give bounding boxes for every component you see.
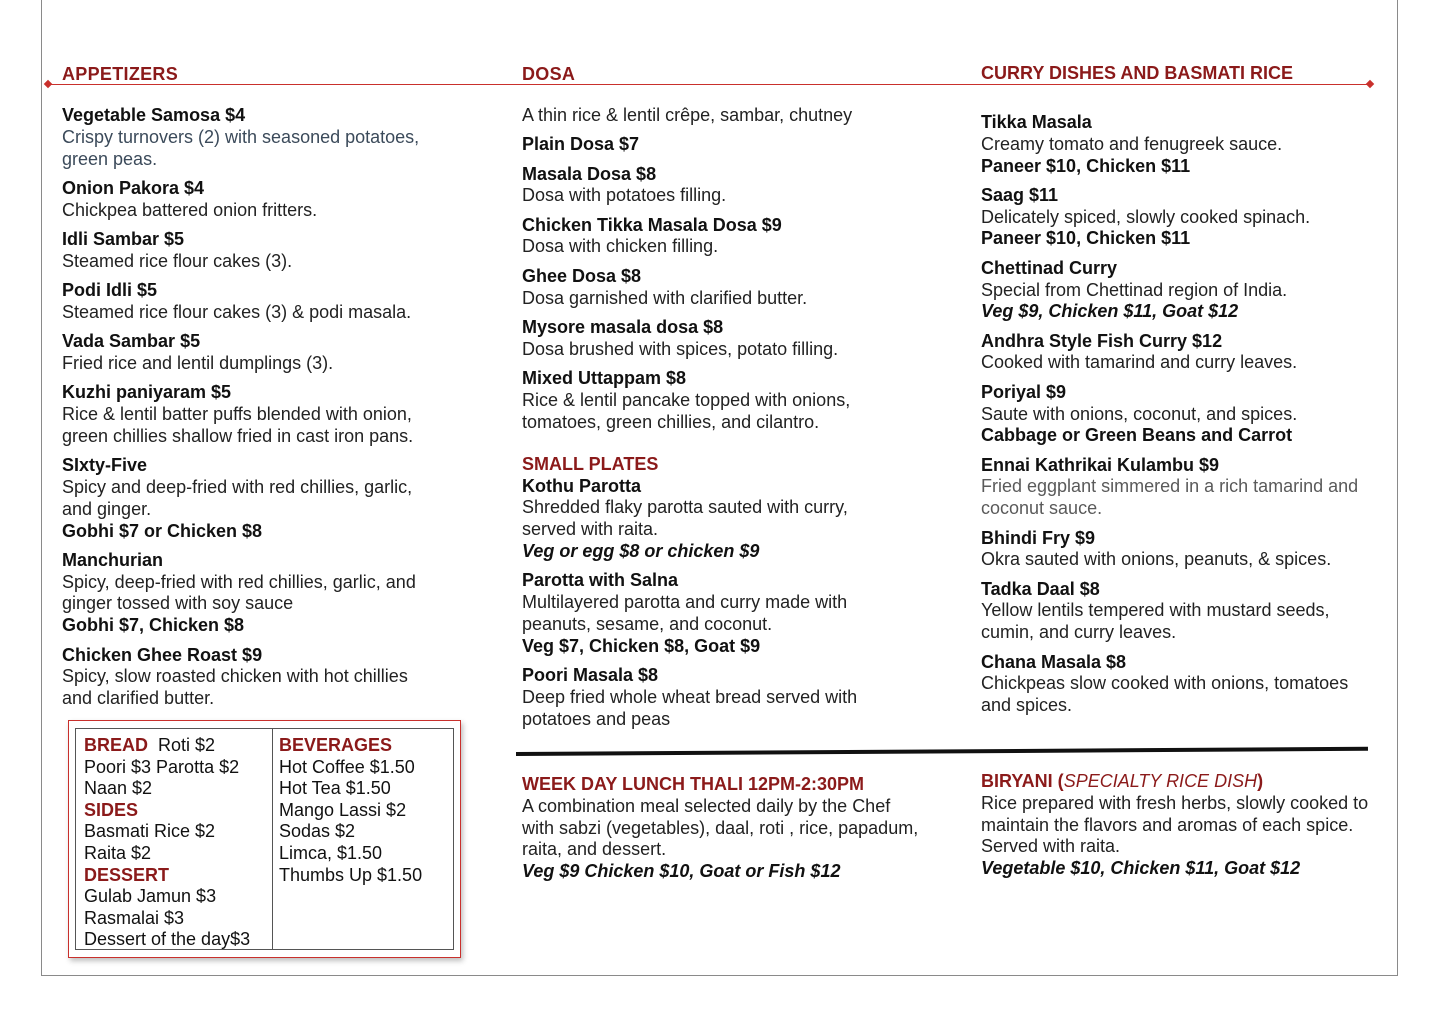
item-desc: Spicy, deep-fried with red chillies, garlic, and ginger tossed with soy sauce bbox=[62, 571, 416, 614]
menu-item bbox=[62, 550, 462, 637]
menu-item bbox=[522, 368, 902, 433]
item-name: Andhra Style Fish Curry $12 bbox=[981, 330, 1223, 351]
extras-left-column bbox=[84, 735, 250, 951]
item-name: Vada Sambar $5 bbox=[62, 331, 201, 352]
item-name: Poriyal $9 bbox=[981, 381, 1067, 402]
dosa-intro: A thin rice & lentil crêpe, sambar, chutney bbox=[522, 105, 853, 125]
item-desc: Creamy tomato and fenugreek sauce. bbox=[981, 133, 1283, 154]
item-price: Gobhi $7 or Chicken $8 bbox=[62, 520, 263, 541]
menu-item bbox=[522, 164, 902, 208]
menu-item bbox=[981, 382, 1381, 447]
menu-item bbox=[522, 570, 902, 657]
beverage-item: Hot Coffee $1.50 bbox=[279, 756, 415, 777]
beverages-heading: BEVERAGES bbox=[279, 735, 393, 755]
item-desc: Steamed rice flour cakes (3) & podi masala. bbox=[62, 301, 412, 322]
item-name: Ennai Kathrikai Kulambu $9 bbox=[981, 454, 1220, 475]
menu-item bbox=[62, 229, 462, 273]
item-name: Saag $11 bbox=[981, 184, 1059, 205]
item-price: Veg $9, Chicken $11, Goat $12 bbox=[981, 301, 1239, 322]
dessert-item: Dessert of the day$3 bbox=[84, 929, 251, 950]
item-name: Onion Pakora $4 bbox=[62, 177, 205, 198]
menu-item bbox=[62, 645, 462, 710]
item-price: Gobhi $7, Chicken $8 bbox=[62, 615, 245, 636]
bread-item: Roti $2 bbox=[148, 735, 216, 755]
item-name: Ghee Dosa $8 bbox=[522, 265, 642, 286]
extras-divider bbox=[272, 729, 273, 949]
item-desc: Multilayered parotta and curry made with peanuts, sesame, and coconut. bbox=[522, 592, 848, 634]
menu-item bbox=[62, 382, 462, 447]
item-name: Poori Masala $8 bbox=[522, 665, 659, 686]
biryani-desc: Rice prepared with fresh herbs, slowly cooked to maintain the flavors and aromas of each spice. Served with raita. bbox=[981, 792, 1369, 857]
menu-item bbox=[522, 266, 902, 310]
item-desc: Delicately spiced, slowly cooked spinach. bbox=[981, 206, 1311, 227]
item-name: Chana Masala $8 bbox=[981, 651, 1127, 672]
menu-item bbox=[981, 331, 1381, 375]
sides-item: Basmati Rice $2 bbox=[84, 821, 216, 842]
item-desc: Special from Chettinad region of India. bbox=[981, 279, 1288, 300]
item-desc: Steamed rice flour cakes (3). bbox=[62, 250, 293, 271]
biryani-section bbox=[981, 771, 1381, 880]
extras-box-inner bbox=[75, 728, 454, 950]
menu-item bbox=[981, 579, 1381, 644]
biryani-heading bbox=[981, 771, 1381, 793]
menu-item bbox=[62, 280, 462, 324]
item-desc: Cooked with tamarind and curry leaves. bbox=[981, 352, 1298, 373]
menu-item bbox=[62, 331, 462, 375]
small-plates-heading: SMALL PLATES bbox=[522, 453, 659, 474]
item-desc: Fried rice and lentil dumplings (3). bbox=[62, 352, 334, 373]
beverage-item: Hot Tea $1.50 bbox=[279, 778, 391, 799]
biryani-subtitle: SPECIALTY RICE DISH bbox=[1063, 771, 1258, 791]
appetizers-list bbox=[62, 105, 462, 717]
item-desc: Dosa garnished with clarified butter. bbox=[522, 287, 808, 308]
menu-item bbox=[522, 134, 902, 156]
item-name: Tikka Masala bbox=[981, 112, 1092, 132]
menu-item bbox=[981, 528, 1381, 572]
curry-list bbox=[981, 112, 1381, 724]
item-price: Paneer $10, Chicken $11 bbox=[981, 228, 1191, 249]
item-desc: Okra sauted with onions, peanuts, & spices. bbox=[981, 549, 1332, 570]
item-name: Kothu Parotta bbox=[522, 475, 641, 496]
beverage-item: Thumbs Up $1.50 bbox=[279, 864, 423, 885]
item-name: Manchurian bbox=[62, 549, 164, 570]
item-price: Cabbage or Green Beans and Carrot bbox=[981, 425, 1293, 446]
dosa-heading: DOSA bbox=[522, 64, 576, 84]
bread-item: Poori $3 Parotta $2 bbox=[84, 756, 240, 777]
menu-item bbox=[981, 455, 1381, 520]
item-desc: Chickpeas slow cooked with onions, tomatoes and spices. bbox=[981, 673, 1349, 716]
dessert-item: Gulab Jamun $3 bbox=[84, 886, 217, 907]
sides-heading: SIDES bbox=[84, 799, 139, 820]
biryani-price: Vegetable $10, Chicken $11, Goat $12 bbox=[981, 858, 1301, 879]
item-desc: Chickpea battered onion fritters. bbox=[62, 199, 318, 220]
item-price: Veg $7, Chicken $8, Goat $9 bbox=[522, 635, 761, 656]
item-name: Masala Dosa $8 bbox=[522, 163, 657, 184]
item-name: Mysore masala dosa $8 bbox=[522, 316, 724, 337]
biryani-title-close: ) bbox=[1257, 771, 1264, 791]
item-desc: Crispy turnovers (2) with seasoned potatoes, green peas. bbox=[62, 126, 420, 169]
header-rule bbox=[48, 84, 1370, 85]
item-name: Chicken Tikka Masala Dosa $9 bbox=[522, 214, 782, 235]
bread-item: Naan $2 bbox=[84, 778, 153, 799]
appetizers-heading: APPETIZERS bbox=[62, 64, 179, 84]
item-name: Vegetable Samosa $4 bbox=[62, 105, 246, 125]
item-desc: Dosa with potatoes filling. bbox=[522, 185, 727, 206]
thali-section bbox=[522, 774, 922, 883]
item-name: Podi Idli $5 bbox=[62, 280, 158, 301]
menu-item bbox=[62, 455, 462, 542]
bread-line bbox=[84, 735, 250, 757]
thali-desc: A combination meal selected daily by the Chef with sabzi (vegetables), daal, roti , rice, papadum, raita, and dessert. bbox=[522, 795, 919, 860]
menu-item bbox=[522, 665, 902, 730]
item-desc: Deep fried whole wheat bread served with potatoes and peas bbox=[522, 686, 858, 729]
item-desc: Saute with onions, coconut, and spices. bbox=[981, 403, 1298, 424]
dessert-item: Rasmalai $3 bbox=[84, 907, 185, 928]
item-name: Chicken Ghee Roast $9 bbox=[62, 644, 263, 665]
bread-heading: BREAD bbox=[84, 735, 149, 755]
menu-item bbox=[522, 317, 902, 361]
dessert-heading: DESSERT bbox=[84, 864, 170, 885]
menu-item bbox=[981, 258, 1381, 323]
menu-item bbox=[522, 215, 902, 259]
beverage-item: Mango Lassi $2 bbox=[279, 799, 407, 820]
item-name: SIxty-Five bbox=[62, 455, 148, 476]
item-name: Bhindi Fry $9 bbox=[981, 527, 1096, 548]
item-price: Veg or egg $8 or chicken $9 bbox=[522, 541, 760, 562]
item-desc: Rice & lentil batter puffs blended with onion, green chillies shallow fried in cast iron pans. bbox=[62, 404, 414, 446]
item-name: Kuzhi paniyaram $5 bbox=[62, 382, 232, 403]
menu-item bbox=[981, 112, 1381, 177]
menu-item bbox=[981, 652, 1381, 717]
item-name: Idli Sambar $5 bbox=[62, 228, 185, 249]
item-desc: Shredded flaky parotta sauted with curry, served with raita. bbox=[522, 497, 848, 540]
thali-heading: WEEK DAY LUNCH THALI 12PM-2:30PM bbox=[522, 774, 865, 794]
item-desc: Rice & lentil pancake topped with onions, tomatoes, green chillies, and cilantro. bbox=[522, 389, 851, 432]
dosa-list bbox=[522, 105, 902, 738]
beverage-item: Sodas $2 bbox=[279, 821, 356, 842]
item-price: Paneer $10, Chicken $11 bbox=[981, 155, 1191, 176]
item-desc: Dosa with chicken filling. bbox=[522, 236, 719, 257]
item-desc: Fried eggplant simmered in a rich tamarind and coconut sauce. bbox=[981, 476, 1359, 519]
item-name: Chettinad Curry bbox=[981, 257, 1118, 278]
item-desc: Spicy and deep-fried with red chillies, garlic, and ginger. bbox=[62, 476, 413, 519]
item-desc: Spicy, slow roasted chicken with hot chillies and clarified butter. bbox=[62, 666, 408, 709]
menu-item bbox=[62, 105, 462, 170]
sides-item: Raita $2 bbox=[84, 842, 152, 863]
extras-box bbox=[68, 720, 461, 958]
menu-item bbox=[522, 476, 902, 563]
thali-price: Veg $9 Chicken $10, Goat or Fish $12 bbox=[522, 861, 841, 882]
item-desc: Yellow lentils tempered with mustard seeds, cumin, and curry leaves. bbox=[981, 600, 1330, 643]
menu-item bbox=[981, 185, 1381, 250]
item-desc: Dosa brushed with spices, potato filling. bbox=[522, 338, 839, 359]
menu-item bbox=[62, 178, 462, 222]
item-name: Plain Dosa $7 bbox=[522, 134, 640, 155]
extras-right-column bbox=[279, 735, 422, 886]
item-name: Tadka Daal $8 bbox=[981, 578, 1100, 599]
item-name: Mixed Uttappam $8 bbox=[522, 367, 687, 388]
beverage-item: Limca, $1.50 bbox=[279, 842, 383, 863]
curry-heading: CURRY DISHES AND BASMATI RICE bbox=[981, 63, 1294, 83]
biryani-title: BIRYANI ( bbox=[981, 771, 1064, 791]
item-name: Parotta with Salna bbox=[522, 570, 679, 591]
